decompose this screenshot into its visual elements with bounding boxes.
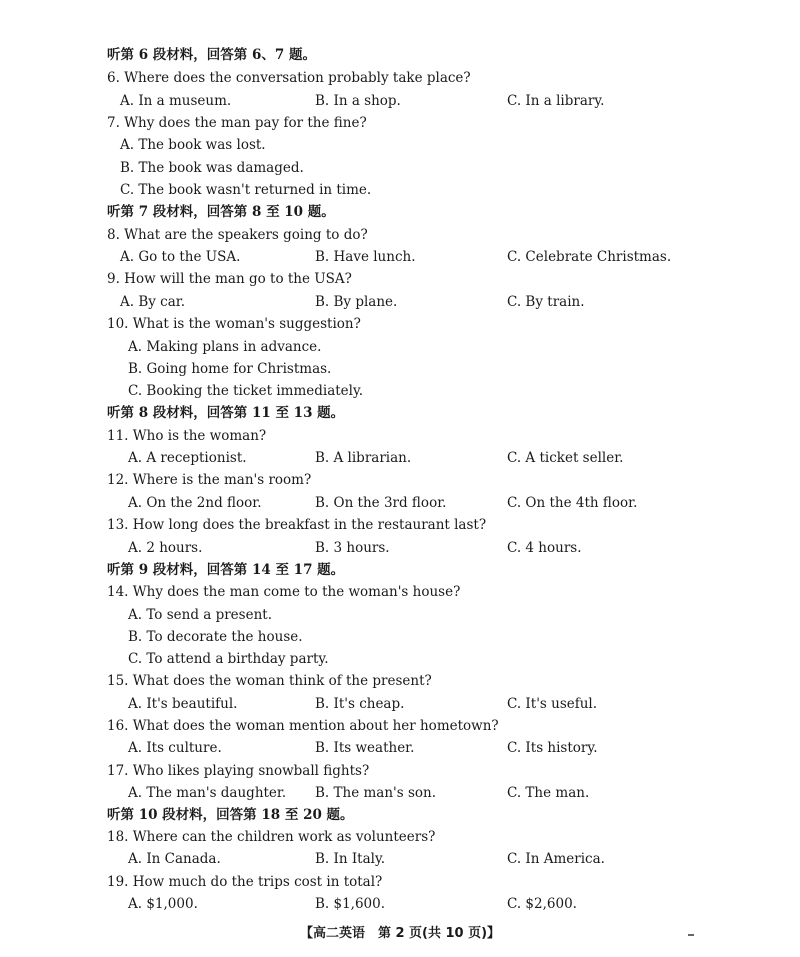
question-8 (0, 224, 800, 246)
options-row (0, 737, 800, 759)
option-c: C. Its history. (507, 740, 598, 756)
question-10 (0, 313, 800, 335)
options-row (0, 537, 800, 559)
section-heading (0, 201, 800, 223)
question-13 (0, 514, 800, 536)
question-6 (0, 67, 800, 89)
question-19 (0, 871, 800, 893)
option-c (0, 648, 800, 670)
section-heading (0, 402, 800, 424)
question-text: 15. What does the woman think of the present? (107, 673, 432, 689)
option-b: B. Its weather. (315, 740, 415, 756)
option-a: A. $1,000. (128, 896, 198, 912)
option-a-text: A. To send a present. (128, 607, 273, 623)
options-row (0, 447, 800, 469)
question-text: 7. Why does the man pay for the fine? (107, 115, 367, 131)
options-row (0, 782, 800, 804)
option-b: B. It's cheap. (315, 696, 405, 712)
question-15 (0, 670, 800, 692)
option-a: A. 2 hours. (128, 540, 203, 556)
question-text: 14. Why does the man come to the woman's house? (107, 584, 461, 600)
option-b (0, 157, 800, 179)
question-text: 6. Where does the conversation probably take place? (107, 70, 471, 86)
page-footer: 【高二英语 第 2 页(共 10 页)】 (299, 926, 501, 941)
option-c-text: C. The book wasn't returned in time. (120, 182, 372, 198)
question-text: 12. Where is the man's room? (107, 472, 312, 488)
option-c: C. It's useful. (507, 696, 598, 712)
question-text: 10. What is the woman's suggestion? (107, 316, 361, 332)
option-c (0, 380, 800, 402)
section-heading (0, 804, 800, 826)
option-a: A. The man's daughter. (128, 785, 287, 801)
question-16 (0, 715, 800, 737)
option-b-text: B. To decorate the house. (128, 629, 303, 645)
option-c: C. Celebrate Christmas. (507, 249, 672, 265)
option-a: A. Go to the USA. (120, 249, 241, 265)
option-c: C. By train. (507, 294, 585, 310)
section-heading-text: 听第 6 段材料，回答第 6、7 题。 (107, 47, 316, 63)
options-row (0, 291, 800, 313)
question-text: 11. Who is the woman? (107, 428, 267, 444)
option-c: C. 4 hours. (507, 540, 582, 556)
option-b-text: B. The book was damaged. (120, 160, 304, 176)
option-b: B. 3 hours. (315, 540, 390, 556)
options-row (0, 893, 800, 915)
option-b: B. $1,600. (315, 896, 386, 912)
option-b: B. By plane. (315, 294, 398, 310)
options-row (0, 492, 800, 514)
option-c-text: C. To attend a birthday party. (128, 651, 329, 667)
option-a: A. In Canada. (128, 851, 221, 867)
option-a (0, 134, 800, 156)
question-text: 18. Where can the children work as volunteers? (107, 829, 436, 845)
section-heading-text: 听第 7 段材料，回答第 8 至 10 题。 (107, 204, 335, 220)
option-b (0, 626, 800, 648)
option-b: B. The man's son. (315, 785, 436, 801)
option-a (0, 604, 800, 626)
option-b: B. A librarian. (315, 450, 412, 466)
section-heading-text: 听第 10 段材料，回答第 18 至 20 题。 (107, 807, 354, 823)
option-a: A. Its culture. (128, 740, 222, 756)
option-b: B. In Italy. (315, 851, 386, 867)
question-7 (0, 112, 800, 134)
option-c (0, 179, 800, 201)
option-c: C. A ticket seller. (507, 450, 624, 466)
section-heading (0, 44, 800, 66)
question-14 (0, 581, 800, 603)
option-a: A. By car. (120, 294, 186, 310)
question-12 (0, 469, 800, 491)
question-text: 17. Who likes playing snowball fights? (107, 763, 370, 779)
options-row (0, 693, 800, 715)
question-text: 19. How much do the trips cost in total? (107, 874, 383, 890)
question-17 (0, 760, 800, 782)
section-heading-text: 听第 8 段材料，回答第 11 至 13 题。 (107, 405, 345, 421)
question-text: 9. How will the man go to the USA? (107, 271, 352, 287)
section-heading (0, 559, 800, 581)
option-b (0, 358, 800, 380)
option-a: A. On the 2nd floor. (128, 495, 262, 511)
options-row (0, 848, 800, 870)
option-b: B. Have lunch. (315, 249, 416, 265)
option-b: B. On the 3rd floor. (315, 495, 447, 511)
option-c-text: C. Booking the ticket immediately. (128, 383, 364, 399)
question-text: 8. What are the speakers going to do? (107, 227, 368, 243)
question-9 (0, 268, 800, 290)
option-a (0, 336, 800, 358)
option-a-text: A. The book was lost. (120, 137, 266, 153)
question-18 (0, 826, 800, 848)
section-heading-text: 听第 9 段材料，回答第 14 至 17 题。 (107, 562, 345, 578)
option-b: B. In a shop. (315, 93, 401, 109)
option-b-text: B. Going home for Christmas. (128, 361, 332, 377)
options-row (0, 90, 800, 112)
option-a: A. In a museum. (120, 93, 232, 109)
scan-mark (688, 934, 694, 936)
option-c: C. In America. (507, 851, 605, 867)
question-text: 13. How long does the breakfast in the restaurant last? (107, 517, 487, 533)
options-row (0, 246, 800, 268)
option-a-text: A. Making plans in advance. (128, 339, 322, 355)
option-a: A. It's beautiful. (128, 696, 238, 712)
option-c: C. The man. (507, 785, 590, 801)
question-11 (0, 425, 800, 447)
question-text: 16. What does the woman mention about her hometown? (107, 718, 499, 734)
option-c: C. In a library. (507, 93, 605, 109)
option-a: A. A receptionist. (128, 450, 247, 466)
option-c: C. $2,600. (507, 896, 577, 912)
option-c: C. On the 4th floor. (507, 495, 638, 511)
